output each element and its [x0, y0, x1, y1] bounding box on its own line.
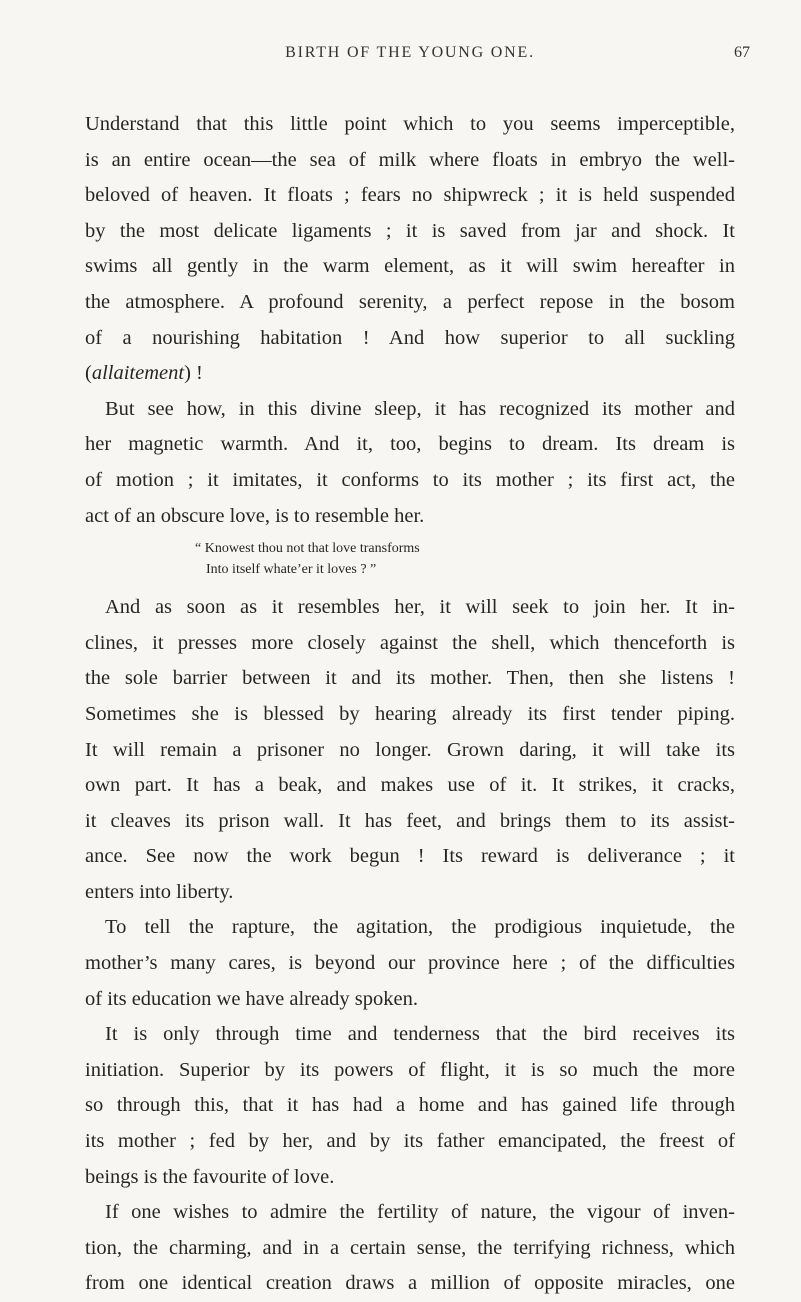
text-line: it cleaves its prison wall. It has feet, and brings them to its assist-: [85, 809, 735, 832]
text-line: enters into liberty.: [85, 880, 234, 903]
text-line: [85, 356, 735, 392]
text-line: It will remain a prisoner no longer. Grown daring, it will take its: [85, 738, 735, 761]
text-line: swims all gently in the warm element, as it will swim hereafter in: [85, 255, 735, 278]
text-line: act of an obscure love, is to resemble her.: [85, 504, 425, 527]
paren-close: ) !: [184, 362, 203, 385]
text-line: of a nourishing habitation ! And how superior to all suckling: [85, 326, 735, 349]
italic-term: allaitement: [91, 362, 185, 385]
text-line: so through this, that it has had a home and has gained life through: [85, 1094, 735, 1117]
text-line: is an entire ocean—the sea of milk where floats in embryo the well-: [85, 148, 735, 171]
text-line: Understand that this little point which to you seems imperceptible,: [85, 113, 735, 135]
running-head: [90, 40, 750, 70]
text-line: mother’s many cares, is beyond our province here ; of the difficulties: [85, 952, 735, 975]
quote-line: Into itself whate’er it loves ? ”: [206, 562, 377, 578]
text-line: It is only through time and tenderness that the bird receives its: [105, 1023, 735, 1046]
text-line: the atmosphere. A profound serenity, a perfect repose in the bosom: [85, 290, 735, 313]
text-line: But see how, in this divine sleep, it has recognized its mother and: [105, 397, 735, 420]
verse-quote: [85, 538, 735, 580]
text-line: by the most delicate ligaments ; it is saved from jar and shock. It: [85, 219, 735, 242]
text-line: Sometimes she is blessed by hearing already its first tender piping.: [85, 702, 735, 725]
text-line: beloved of heaven. It floats ; fears no shipwreck ; it is held suspended: [85, 184, 735, 207]
text-line: clines, it presses more closely against the shell, which thenceforth is: [85, 631, 735, 654]
text-line: from one identical creation draws a million of opposite miracles, one: [85, 1272, 735, 1295]
text-line: the sole barrier between it and its mother. Then, then she listens !: [85, 667, 735, 690]
page-number: 67: [734, 44, 750, 61]
text-line: own part. It has a beak, and makes use of it. It strikes, it cracks,: [85, 774, 735, 797]
text-line: To tell the rapture, the agitation, the prodigious inquietude, the: [105, 916, 735, 939]
text-line: If one wishes to admire the fertility of nature, the vigour of inven-: [105, 1201, 735, 1224]
text-line: of its education we have already spoken.: [85, 987, 419, 1010]
text-line: beings is the favourite of love.: [85, 1165, 335, 1188]
paren-open: (: [85, 362, 92, 385]
body-text: [85, 107, 735, 1302]
text-line: of motion ; it imitates, it conforms to its mother ; its first act, the: [85, 468, 735, 491]
text-line: her magnetic warmth. And it, too, begins to dream. Its dream is: [85, 433, 735, 456]
running-title: BIRTH OF THE YOUNG ONE.: [285, 44, 535, 61]
text-line: ance. See now the work begun ! Its reward is deliverance ; it: [85, 845, 735, 868]
text-line: tion, the charming, and in a certain sense, the terrifying richness, which: [85, 1236, 735, 1259]
text-line: its mother ; fed by her, and by its father emancipated, the freest of: [85, 1130, 735, 1153]
text-line: initiation. Superior by its powers of flight, it is so much the more: [85, 1058, 735, 1081]
text-line: And as soon as it resembles her, it will seek to join her. It in-: [105, 596, 735, 619]
quote-line: “ Knowest thou not that love transforms: [195, 541, 420, 557]
